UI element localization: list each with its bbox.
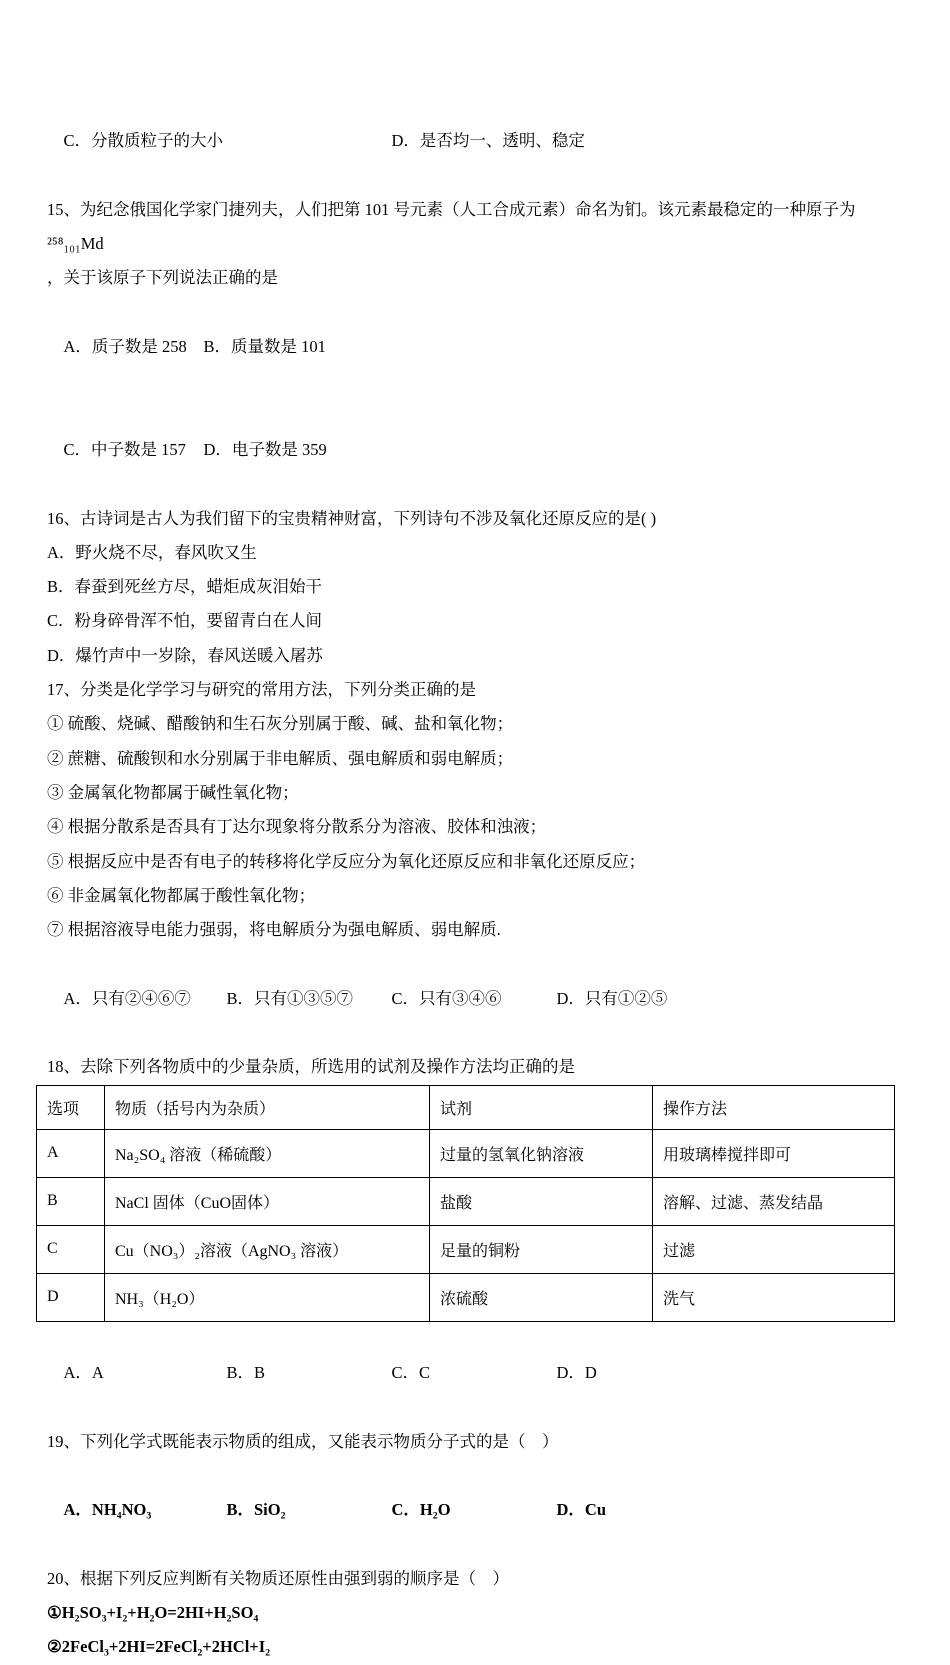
q18-header-reagent: 试剂 bbox=[430, 1085, 653, 1129]
q18-table bbox=[36, 1085, 895, 1322]
q18-row-b-reagent: 盐酸 bbox=[430, 1177, 653, 1225]
q17-item-6: ⑥ 非金属氧化物都属于酸性氧化物； bbox=[47, 885, 316, 905]
q18-table-header-row bbox=[37, 1085, 895, 1129]
q15-options-cd bbox=[47, 399, 904, 502]
q20-equation-1: ①H₂SO₃+I₂+H₂O=2HI+H₂SO₄ bbox=[47, 1602, 259, 1622]
q16-option-c: C．粉身碎骨浑不怕，要留青白在人间 bbox=[47, 611, 323, 631]
q19-option-a: A．NH₄NO₃ bbox=[63, 1500, 152, 1520]
q18-header-substance: 物质（括号内为杂质） bbox=[105, 1085, 430, 1129]
q18-row-d-reagent: 浓硫酸 bbox=[430, 1273, 653, 1321]
q16-option-d: D．爆竹声中一岁除，春风送暖入屠苏 bbox=[47, 645, 323, 665]
q19-stem: 19、下列化学式既能表示物质的组成，又能表示物质分子式的是（ ） bbox=[47, 1431, 559, 1451]
q18-row-a-reagent: 过量的氢氧化钠溶液 bbox=[430, 1129, 653, 1177]
q18-table-row-a bbox=[37, 1129, 895, 1177]
q18-row-a-option: A bbox=[37, 1129, 105, 1177]
q18-row-a-method: 用玻璃棒搅拌即可 bbox=[653, 1129, 895, 1177]
q17-option-b: B．只有①③⑤⑦ bbox=[226, 988, 354, 1008]
q18-row-a-substance: Na₂SO₄ 溶液（稀硫酸） bbox=[105, 1129, 430, 1177]
q20-stem: 20、根据下列反应判断有关物质还原性由强到弱的顺序是（ ） bbox=[47, 1568, 509, 1588]
q18-row-c-substance: Cu（NO₃）₂溶液（AgNO₃ 溶液） bbox=[105, 1225, 430, 1273]
q18-row-c-reagent: 足量的铜粉 bbox=[430, 1225, 653, 1273]
q18-row-c-option: C bbox=[37, 1225, 105, 1273]
q15-option-a: A．质子数是 258 bbox=[63, 337, 187, 357]
q18-answers-row bbox=[47, 1322, 904, 1425]
q17-stem: 17、分类是化学学习与研究的常用方法，下列分类正确的是 bbox=[47, 680, 476, 700]
q14-option-d: D．是否均一、透明、稳定 bbox=[391, 131, 585, 151]
q18-row-d-option: D bbox=[37, 1273, 105, 1321]
q17-item-5: ⑤ 根据反应中是否有电子的转移将化学反应分为氧化还原反应和非氧化还原反应； bbox=[47, 851, 646, 871]
q15-stem-line2: ，关于该原子下列说法正确的是 bbox=[47, 268, 278, 288]
q19-options-row bbox=[47, 1459, 904, 1562]
q15-stem-line1: 15、为纪念俄国化学家门捷列夫，人们把第 101 号元素（人工合成元素）命名为钔。该元素最稳定的一种原子为 ²⁵⁸₁₀₁Md bbox=[47, 199, 860, 254]
q16-option-b: B．春蚕到死丝方尽，蜡炬成灰泪始干 bbox=[47, 577, 323, 597]
q18-answer-a: A．A bbox=[63, 1362, 104, 1382]
q19-option-c: C．H₂O bbox=[391, 1500, 451, 1520]
q18-row-d-substance: NH₃（H₂O） bbox=[105, 1273, 430, 1321]
q18-row-c-method: 过滤 bbox=[653, 1225, 895, 1273]
q17-item-1: ① 硫酸、烧碱、醋酸钠和生石灰分别属于酸、碱、盐和氧化物； bbox=[47, 714, 514, 734]
q20-equation-2: ②2FeCl₃+2HI=2FeCl₂+2HCl+I₂ bbox=[47, 1637, 271, 1657]
q18-row-b-substance: NaCl 固体（CuO固体） bbox=[105, 1177, 430, 1225]
q16-option-a: A．野火烧不尽，春风吹又生 bbox=[47, 542, 257, 562]
q14-options-row bbox=[47, 90, 904, 193]
q18-table-row-b bbox=[37, 1177, 895, 1225]
q17-item-7: ⑦ 根据溶液导电能力强弱，将电解质分为强电解质、弱电解质. bbox=[47, 920, 501, 940]
q16-stem: 16、古诗词是古人为我们留下的宝贵精神财富，下列诗句不涉及氧化还原反应的是( ) bbox=[47, 508, 657, 528]
q18-row-b-method: 溶解、过滤、蒸发结晶 bbox=[653, 1177, 895, 1225]
q18-table-row-c bbox=[37, 1225, 895, 1273]
q17-item-2: ② 蔗糖、硫酸钡和水分别属于非电解质、强电解质和弱电解质； bbox=[47, 748, 514, 768]
q18-header-method: 操作方法 bbox=[653, 1085, 895, 1129]
q18-answer-d: D．D bbox=[556, 1362, 597, 1382]
q18-answer-c: C．C bbox=[391, 1362, 431, 1382]
q15-option-d: D．电子数是 359 bbox=[203, 439, 327, 459]
q17-option-a: A．只有②④⑥⑦ bbox=[63, 988, 191, 1008]
q15-options-ab bbox=[47, 296, 904, 399]
q18-row-d-method: 洗气 bbox=[653, 1273, 895, 1321]
q18-header-option: 选项 bbox=[37, 1085, 105, 1129]
q18-answer-b: B．B bbox=[226, 1362, 266, 1382]
q17-option-d: D．只有①②⑤ bbox=[556, 988, 668, 1008]
q17-item-4: ④ 根据分散系是否具有丁达尔现象将分散系分为溶液、胶体和浊液； bbox=[47, 817, 547, 837]
q18-table-row-d bbox=[37, 1273, 895, 1321]
q19-option-d: D．Cu bbox=[556, 1500, 607, 1520]
q18-stem: 18、去除下列各物质中的少量杂质，所选用的试剂及操作方法均正确的是 bbox=[47, 1057, 575, 1077]
q17-option-c: C．只有③④⑥ bbox=[391, 988, 502, 1008]
q14-option-c: C．分散质粒子的大小 bbox=[63, 131, 224, 151]
q17-item-3: ③ 金属氧化物都属于碱性氧化物； bbox=[47, 782, 299, 802]
q19-option-b: B．SiO₂ bbox=[226, 1500, 286, 1520]
q15-option-b: B．质量数是 101 bbox=[203, 337, 326, 357]
q15-option-c: C．中子数是 157 bbox=[63, 439, 186, 459]
q18-row-b-option: B bbox=[37, 1177, 105, 1225]
q17-options-row bbox=[47, 947, 904, 1050]
